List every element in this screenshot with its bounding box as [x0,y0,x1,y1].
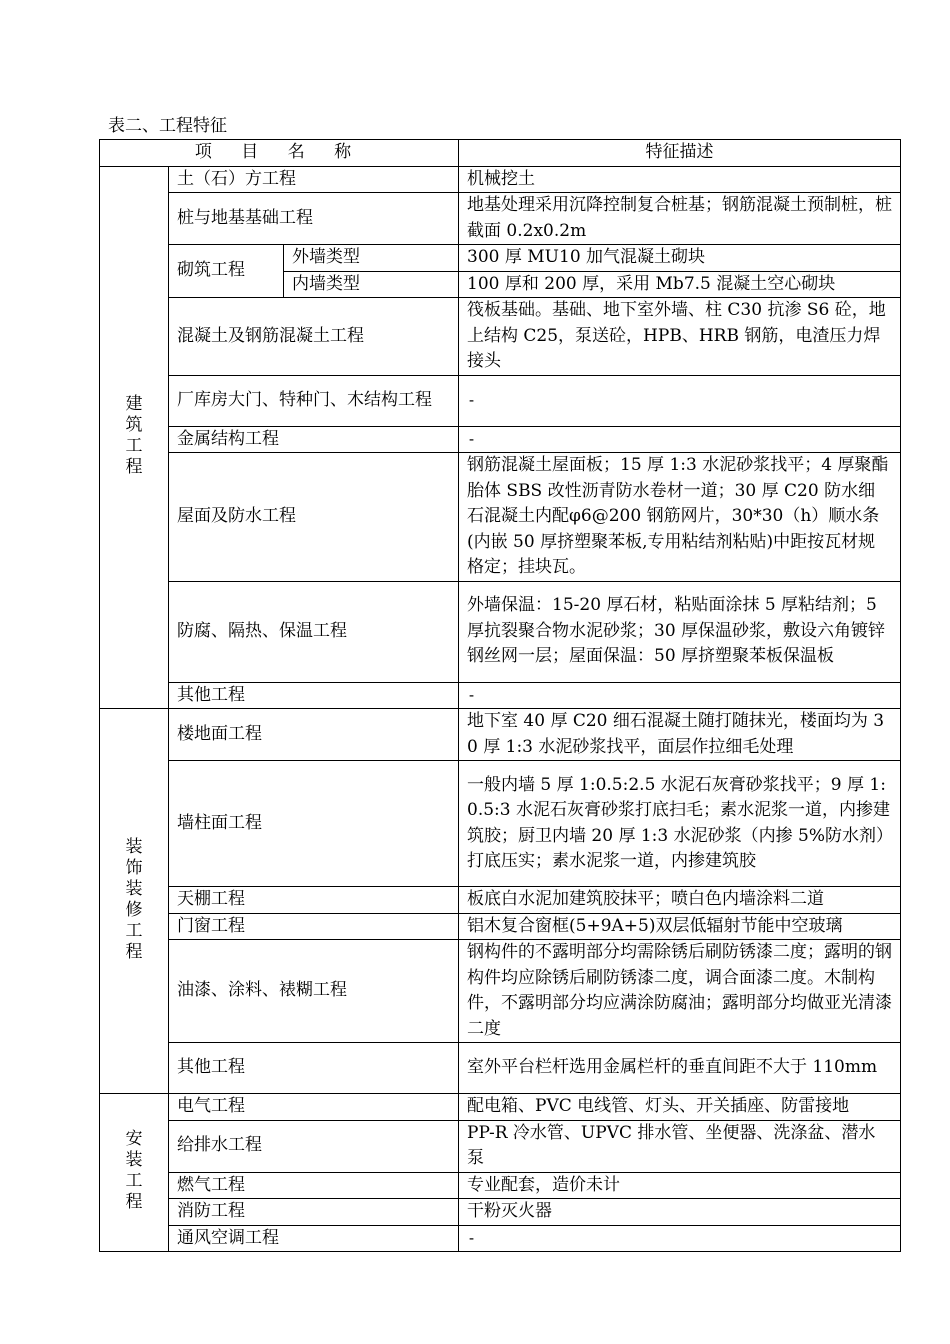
item-desc: 干粉灭火器 [459,1199,901,1226]
group-label: 建筑工程 [125,394,143,477]
item-name: 门窗工程 [169,913,459,940]
item-name: 金属结构工程 [169,426,459,453]
header-feature-desc: 特征描述 [459,140,901,167]
group-installation [100,1094,169,1252]
item-name: 墙柱面工程 [169,761,459,887]
item-desc: 机械挖土 [459,166,901,193]
item-name: 桩与地基基础工程 [169,193,459,245]
item-desc: 钢筋混凝土屋面板；15 厚 1:3 水泥砂浆找平；4 厚聚酯胎体 SBS 改性沥青防水卷材一道；30 厚 C20 防水细石混凝土内配φ6@200 钢筋网片，30*30（h）顺水条(内嵌 50 厚挤塑聚苯板,专用粘结剂粘贴)中距按瓦材规格定；挂块瓦。 [459,453,901,582]
item-desc: 地下室 40 厚 C20 细石混凝土随打随抹光，楼面均为 30 厚 1:3 水泥砂浆找平，面层作拉细毛处理 [459,709,901,761]
table-row [100,1120,901,1172]
table-row [100,1094,901,1121]
table-row [100,709,901,761]
item-desc: 筏板基础。基础、地下室外墙、柱 C30 抗渗 S6 砼，地上结构 C25，泵送砼，HPB、HRB 钢筋，电渣压力焊接头 [459,298,901,376]
engineering-features-table [99,139,901,1252]
table-row [100,193,901,245]
item-desc: - [459,682,901,709]
item-name: 屋面及防水工程 [169,453,459,582]
table-row [100,887,901,914]
item-desc: 100 厚和 200 厚，采用 Mb7.5 混凝土空心砌块 [459,271,901,298]
item-name: 通风空调工程 [169,1225,459,1252]
item-desc: - [459,1225,901,1252]
item-name: 混凝土及钢筋混凝土工程 [169,298,459,376]
item-desc: 钢构件的不露明部分均需除锈后刷防锈漆二度；露明的钢构件均应除锈后刷防锈漆二度，调合面漆二度。木制构件，不露明部分均应满涂防腐油；露明部分均做亚光清漆二度 [459,940,901,1043]
item-desc: 地基处理采用沉降控制复合桩基；钢筋混凝土预制桩，桩截面 0.2x0.2m [459,193,901,245]
item-desc: - [459,426,901,453]
group-label: 安装工程 [125,1129,143,1213]
item-name: 消防工程 [169,1199,459,1226]
table-row [100,166,901,193]
item-desc: 外墙保温：15-20 厚石材，粘贴面涂抹 5 厚粘结剂；5 厚抗裂聚合物水泥砂浆；30 厚保温砂浆，敷设六角镀锌钢丝网一层；屋面保温：50 厚挤塑聚苯板保温板 [459,581,901,682]
item-desc: 300 厚 MU10 加气混凝土砌块 [459,245,901,272]
group-decoration [100,709,169,1094]
item-name: 给排水工程 [169,1120,459,1172]
table-row [100,761,901,887]
sub-item-name: 内墙类型 [284,271,459,298]
table-row [100,940,901,1043]
sub-item-name: 外墙类型 [284,245,459,272]
item-desc: 室外平台栏杆选用金属栏杆的垂直间距不大于 110mm [459,1043,901,1094]
item-desc: 铝木复合窗框(5+9A+5)双层低辐射节能中空玻璃 [459,913,901,940]
table-row [100,298,901,376]
table-header-row [100,140,901,167]
header-item-name: 项 目 名 称 [100,140,459,167]
table-row [100,375,901,426]
item-name: 其他工程 [169,1043,459,1094]
item-name: 土（石）方工程 [169,166,459,193]
item-name: 油漆、涂料、裱糊工程 [169,940,459,1043]
item-desc: PP-R 冷水管、UPVC 排水管、坐便器、洗涤盆、潜水泵 [459,1120,901,1172]
table-row [100,1172,901,1199]
item-name: 其他工程 [169,682,459,709]
table-caption: 表二、工程特征 [108,116,227,136]
item-name: 燃气工程 [169,1172,459,1199]
table-row [100,682,901,709]
item-desc: 专业配套，造价未计 [459,1172,901,1199]
item-desc: 配电箱、PVC 电线管、灯头、开关插座、防雷接地 [459,1094,901,1121]
group-label: 装饰装修工程 [125,836,143,962]
item-desc: 一般内墙 5 厚 1:0.5:2.5 水泥石灰膏砂浆找平；9 厚 1:0.5:3 水泥石灰膏砂浆打底扫毛；素水泥浆一道，内掺建筑胶；厨卫内墙 20 厚 1:3 水泥砂浆（内掺 5%防水剂）打底压实；素水泥浆一道，内掺建筑胶 [459,761,901,887]
item-name: 厂库房大门、特种门、木结构工程 [169,375,459,426]
table-row [100,1225,901,1252]
item-name: 砌筑工程 [169,245,284,298]
item-name: 电气工程 [169,1094,459,1121]
table-row [100,426,901,453]
table-row [100,581,901,682]
group-building [100,166,169,709]
item-name: 楼地面工程 [169,709,459,761]
table-row [100,1043,901,1094]
item-desc: - [459,375,901,426]
item-name: 天棚工程 [169,887,459,914]
table-row [100,453,901,582]
item-name: 防腐、隔热、保温工程 [169,581,459,682]
item-desc: 板底白水泥加建筑胶抹平；喷白色内墙涂料二道 [459,887,901,914]
table-row [100,1199,901,1226]
table-row [100,913,901,940]
table-row [100,245,901,272]
